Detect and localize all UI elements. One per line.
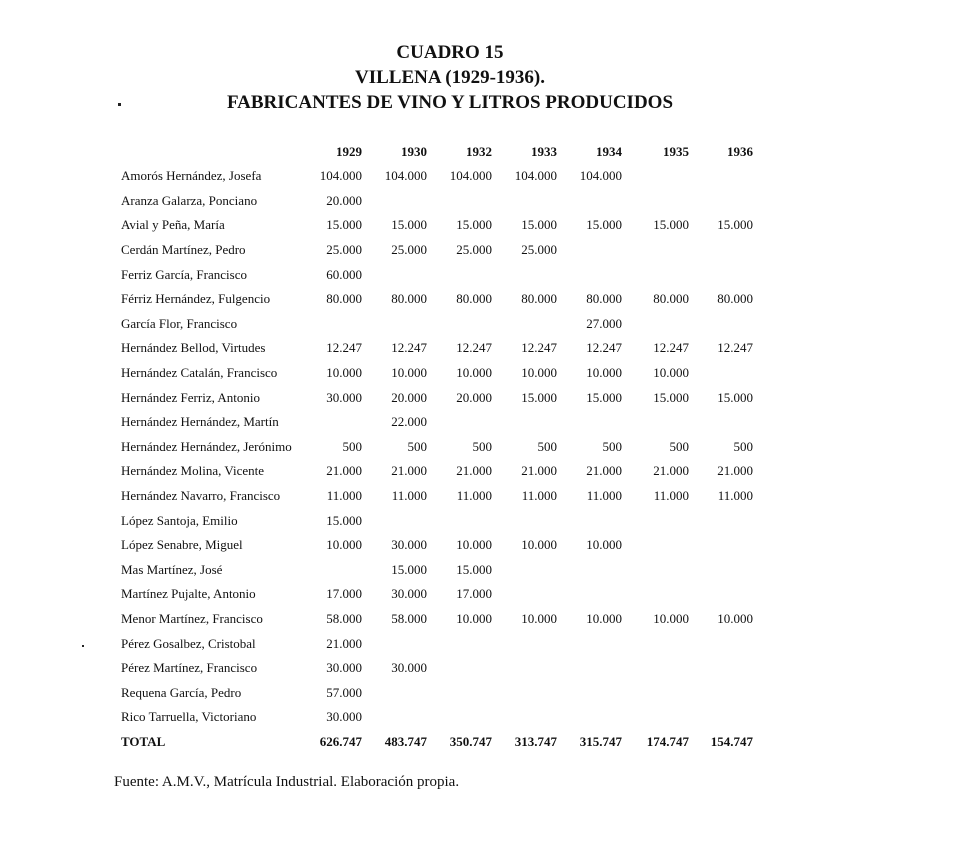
producer-name: López Senabre, Miguel: [121, 537, 243, 553]
liters-value: [492, 631, 557, 656]
liters-value: 104.000: [449, 168, 492, 184]
liters-value: [362, 189, 427, 214]
producer-name: Requena García, Pedro: [121, 684, 242, 700]
liters-value: 21.000: [586, 463, 622, 479]
producer-name: Aranza Galarza, Ponciano: [121, 192, 258, 208]
liters-value: [427, 705, 492, 730]
total-value: 350.747: [449, 733, 492, 749]
liters-value: 57.000: [326, 684, 362, 700]
liters-value: 10.000: [586, 537, 622, 553]
table-row: [116, 656, 753, 681]
table-row: [116, 631, 753, 656]
liters-value: [557, 410, 622, 435]
producer-name: Ferriz García, Francisco: [121, 266, 247, 282]
liters-value: 10.000: [717, 610, 753, 626]
table-row: [116, 213, 753, 238]
liters-value: 80.000: [456, 291, 492, 307]
liters-value: [557, 656, 622, 681]
table-row: [116, 582, 753, 607]
liters-value: [427, 656, 492, 681]
liters-value: 10.000: [521, 610, 557, 626]
liters-value: 11.000: [653, 488, 689, 504]
liters-value: 11.000: [391, 488, 427, 504]
liters-value: 10.000: [653, 610, 689, 626]
liters-value: [689, 705, 753, 730]
liters-value: 500: [472, 438, 492, 454]
liters-value: [557, 262, 622, 287]
liters-value: 58.000: [391, 610, 427, 626]
liters-value: 20.000: [391, 389, 427, 405]
producer-name: Hernández Ferriz, Antonio: [121, 389, 260, 405]
table-title: FABRICANTES DE VINO Y LITROS PRODUCIDOS: [226, 92, 674, 113]
producer-name: Hernández Navarro, Francisco: [121, 488, 281, 504]
producer-name: Hernández Catalán, Francisco: [121, 365, 278, 381]
liters-value: [557, 631, 622, 656]
liters-value: 15.000: [717, 217, 753, 233]
year-header: 1929: [336, 144, 362, 159]
producer-name: Hernández Hernández, Martín: [121, 414, 279, 430]
year-header: 1933: [531, 144, 557, 159]
liters-value: [316, 410, 362, 435]
liters-value: [492, 656, 557, 681]
table-row: [116, 287, 753, 312]
liters-value: 30.000: [391, 660, 427, 676]
liters-value: [362, 631, 427, 656]
liters-value: [492, 410, 557, 435]
liters-value: 80.000: [391, 291, 427, 307]
producer-name: Rico Tarruella, Victoriano: [121, 709, 257, 725]
liters-value: 10.000: [456, 537, 492, 553]
liters-value: [622, 631, 689, 656]
liters-value: [427, 410, 492, 435]
producer-name: Pérez Martínez, Francisco: [121, 660, 258, 676]
liters-value: [362, 508, 427, 533]
producer-name: Martínez Pujalte, Antonio: [121, 586, 256, 602]
table-row: [116, 312, 753, 337]
liters-value: [689, 558, 753, 583]
liters-value: 11.000: [717, 488, 753, 504]
liters-value: 15.000: [456, 217, 492, 233]
liters-value: 10.000: [521, 537, 557, 553]
liters-value: 17.000: [456, 586, 492, 602]
liters-value: 10.000: [326, 537, 362, 553]
table-row: [116, 435, 753, 460]
liters-value: [427, 508, 492, 533]
liters-value: [622, 656, 689, 681]
liters-value: 15.000: [653, 389, 689, 405]
liters-value: 10.000: [391, 365, 427, 381]
liters-value: [622, 262, 689, 287]
liters-value: 80.000: [521, 291, 557, 307]
liters-value: [557, 680, 622, 705]
liters-value: [316, 558, 362, 583]
producer-name: López Santoja, Emilio: [121, 512, 238, 528]
wine-producers-table: [116, 140, 753, 754]
liters-value: 21.000: [326, 635, 362, 651]
liters-value: 15.000: [521, 217, 557, 233]
total-value: 483.747: [384, 733, 427, 749]
liters-value: 21.000: [653, 463, 689, 479]
liters-value: [689, 656, 753, 681]
liters-value: [427, 189, 492, 214]
liters-value: 15.000: [326, 217, 362, 233]
liters-value: [622, 164, 689, 189]
producer-name: Hernández Hernández, Jerónimo: [121, 438, 292, 454]
producer-name: Hernández Molina, Vicente: [121, 463, 265, 479]
liters-value: [492, 262, 557, 287]
liters-value: [622, 558, 689, 583]
table-row: [116, 508, 753, 533]
liters-value: 25.000: [391, 242, 427, 258]
liters-value: 30.000: [326, 389, 362, 405]
liters-value: 30.000: [326, 660, 362, 676]
scan-speck: [82, 645, 84, 647]
liters-value: 20.000: [326, 192, 362, 208]
liters-value: [557, 189, 622, 214]
liters-value: 15.000: [717, 389, 753, 405]
liters-value: 11.000: [326, 488, 362, 504]
total-value: 626.747: [319, 733, 362, 749]
table-row: [116, 484, 753, 509]
liters-value: 25.000: [456, 242, 492, 258]
liters-value: 15.000: [521, 389, 557, 405]
table-row: [116, 385, 753, 410]
liters-value: 25.000: [326, 242, 362, 258]
liters-value: 21.000: [391, 463, 427, 479]
total-value: 154.747: [710, 733, 753, 749]
liters-value: 10.000: [586, 365, 622, 381]
liters-value: 80.000: [717, 291, 753, 307]
liters-value: 21.000: [717, 463, 753, 479]
liters-value: 15.000: [653, 217, 689, 233]
liters-value: 10.000: [586, 610, 622, 626]
liters-value: 104.000: [514, 168, 557, 184]
liters-value: [427, 312, 492, 337]
liters-value: 15.000: [391, 217, 427, 233]
liters-value: [362, 312, 427, 337]
liters-value: [689, 410, 753, 435]
liters-value: 500: [733, 438, 753, 454]
liters-value: 500: [342, 438, 362, 454]
liters-value: 12.247: [653, 340, 689, 356]
producer-name: Pérez Gosalbez, Cristobal: [121, 635, 256, 651]
liters-value: [622, 533, 689, 558]
liters-value: 11.000: [456, 488, 492, 504]
liters-value: [689, 680, 753, 705]
total-value: 174.747: [646, 733, 689, 749]
year-header: 1932: [466, 144, 492, 159]
scan-speck: [118, 103, 121, 106]
liters-value: [622, 410, 689, 435]
liters-value: [362, 680, 427, 705]
liters-value: 30.000: [391, 537, 427, 553]
liters-value: [492, 558, 557, 583]
total-value: 313.747: [514, 733, 557, 749]
liters-value: 58.000: [326, 610, 362, 626]
liters-value: [557, 558, 622, 583]
liters-value: [689, 533, 753, 558]
liters-value: [492, 582, 557, 607]
table-row: [116, 361, 753, 386]
liters-value: 104.000: [384, 168, 427, 184]
liters-value: 11.000: [521, 488, 557, 504]
liters-value: 12.247: [456, 340, 492, 356]
producer-name: Mas Martínez, José: [121, 561, 223, 577]
source-note: Fuente: A.M.V., Matrícula Industrial. Elaboración propia.: [114, 774, 460, 790]
liters-value: 12.247: [717, 340, 753, 356]
liters-value: 12.247: [391, 340, 427, 356]
table-row: [116, 680, 753, 705]
liters-value: 15.000: [586, 389, 622, 405]
liters-value: [689, 164, 753, 189]
liters-value: [622, 508, 689, 533]
liters-value: 500: [537, 438, 557, 454]
liters-value: 21.000: [521, 463, 557, 479]
table-row: [116, 705, 753, 730]
liters-value: [492, 705, 557, 730]
liters-value: 15.000: [326, 512, 362, 528]
liters-value: 10.000: [456, 365, 492, 381]
liters-value: 80.000: [653, 291, 689, 307]
liters-value: 15.000: [586, 217, 622, 233]
liters-value: [557, 582, 622, 607]
total-row: [116, 730, 753, 755]
liters-value: 15.000: [391, 561, 427, 577]
liters-value: [427, 631, 492, 656]
liters-value: [622, 680, 689, 705]
liters-value: [689, 631, 753, 656]
total-label: TOTAL: [121, 733, 166, 749]
liters-value: [622, 189, 689, 214]
liters-value: 10.000: [456, 610, 492, 626]
producer-name: García Flor, Francisco: [121, 315, 238, 331]
table-row: [116, 336, 753, 361]
table-row: [116, 533, 753, 558]
producer-name: Hernández Bellod, Virtudes: [121, 340, 266, 356]
liters-value: 500: [669, 438, 689, 454]
liters-value: 25.000: [521, 242, 557, 258]
table-number: CUADRO 15: [396, 42, 504, 63]
liters-value: [689, 189, 753, 214]
table-row: [116, 459, 753, 484]
liters-value: 104.000: [579, 168, 622, 184]
producer-name: Férriz Hernández, Fulgencio: [121, 291, 271, 307]
liters-value: [557, 705, 622, 730]
liters-value: 80.000: [586, 291, 622, 307]
liters-value: [689, 582, 753, 607]
liters-value: [492, 508, 557, 533]
table-row: [116, 262, 753, 287]
total-value: 315.747: [579, 733, 622, 749]
liters-value: 500: [602, 438, 622, 454]
liters-value: [622, 582, 689, 607]
liters-value: [492, 312, 557, 337]
table-place-period: VILLENA (1929-1936).: [354, 67, 545, 88]
liters-value: [492, 680, 557, 705]
liters-value: 21.000: [326, 463, 362, 479]
liters-value: [622, 238, 689, 263]
liters-value: 17.000: [326, 586, 362, 602]
liters-value: 10.000: [653, 365, 689, 381]
liters-value: [557, 508, 622, 533]
table-row: [116, 189, 753, 214]
liters-value: 21.000: [456, 463, 492, 479]
table-row: [116, 410, 753, 435]
liters-value: 10.000: [521, 365, 557, 381]
liters-value: 12.247: [521, 340, 557, 356]
liters-value: [362, 262, 427, 287]
producer-name: Amorós Hernández, Josefa: [121, 168, 262, 184]
liters-value: 20.000: [456, 389, 492, 405]
table-row: [116, 164, 753, 189]
liters-value: [492, 189, 557, 214]
table-row: [116, 607, 753, 632]
liters-value: 12.247: [326, 340, 362, 356]
producer-name: Menor Martínez, Francisco: [121, 610, 263, 626]
year-header: 1935: [663, 144, 689, 159]
liters-value: 27.000: [586, 315, 622, 331]
liters-value: [362, 705, 427, 730]
liters-value: 15.000: [456, 561, 492, 577]
liters-value: 30.000: [326, 709, 362, 725]
year-header: 1934: [596, 144, 622, 159]
liters-value: [427, 262, 492, 287]
table-row: [116, 238, 753, 263]
liters-value: 60.000: [326, 266, 362, 282]
liters-value: [689, 262, 753, 287]
liters-value: [557, 238, 622, 263]
table-row: [116, 558, 753, 583]
liters-value: [622, 312, 689, 337]
liters-value: [622, 705, 689, 730]
liters-value: [316, 312, 362, 337]
table-body: [116, 164, 753, 754]
liters-value: 30.000: [391, 586, 427, 602]
year-header: 1936: [727, 144, 753, 159]
liters-value: 11.000: [586, 488, 622, 504]
liters-value: [689, 312, 753, 337]
liters-value: [689, 238, 753, 263]
header-row: [116, 140, 753, 164]
liters-value: 80.000: [326, 291, 362, 307]
liters-value: 500: [407, 438, 427, 454]
producer-name: Cerdán Martínez, Pedro: [121, 242, 246, 258]
liters-value: 10.000: [326, 365, 362, 381]
year-header: 1930: [401, 144, 427, 159]
name-column-header: [116, 140, 316, 164]
liters-value: 12.247: [586, 340, 622, 356]
liters-value: [689, 508, 753, 533]
liters-value: [427, 680, 492, 705]
liters-value: 104.000: [319, 168, 362, 184]
liters-value: [689, 361, 753, 386]
liters-value: 22.000: [391, 414, 427, 430]
producer-name: Avial y Peña, María: [121, 217, 225, 233]
